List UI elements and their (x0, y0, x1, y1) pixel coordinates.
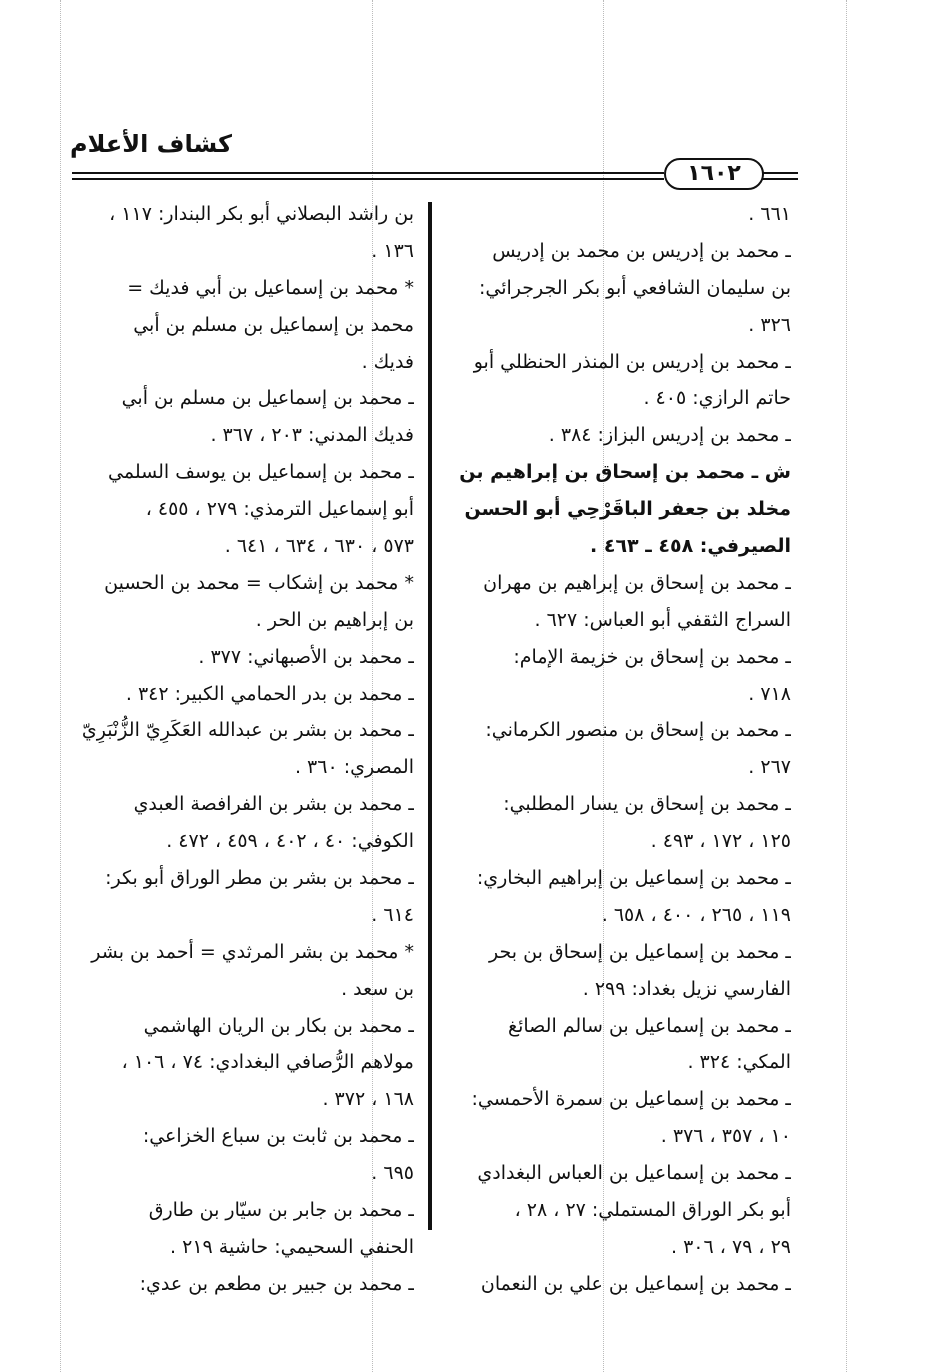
index-entry-line: ـ محمد بن بشر بن مطر الوراق أبو بكر: (105, 867, 414, 890)
index-column-left (72, 196, 414, 1303)
column-divider (428, 202, 432, 1230)
index-entry-line: ٦١٤ . (371, 903, 414, 926)
index-entry-line: ـ محمد بن إدريس البزاز: ٣٨٤ . (548, 424, 791, 447)
index-entry-line: ٦٩٥ . (371, 1162, 414, 1185)
page-number-badge: ١٦٠٢ (664, 158, 764, 190)
index-entry-line: * محمد بن إسماعيل بن أبي فديك = (127, 276, 414, 299)
index-entry-line: الصيرفي: ٤٥٨ ـ ٤٦٣ . (590, 535, 791, 558)
index-entry-line: ـ محمد بن إسماعيل بن مسلم بن أبي (121, 387, 414, 410)
index-entry-line: فديك . (361, 350, 414, 373)
index-entry-line: ١٢٥ ، ١٧٢ ، ٤٩٣ . (650, 830, 791, 853)
index-entry-line: فديك المدني: ٢٠٣ ، ٣٦٧ . (210, 424, 414, 447)
index-entry-line: ٢٦٧ . (748, 756, 791, 779)
header-rule-left-top (72, 172, 664, 174)
index-entry-line: بن إبراهيم بن الحر . (255, 608, 414, 631)
index-entry-line: محمد بن إسماعيل بن مسلم بن أبي (133, 313, 414, 336)
header-rule-right-bottom (762, 178, 798, 180)
index-entry-line: ٧١٨ . (748, 682, 791, 705)
index-entry-line: الكوفي: ٤٠ ، ٤٠٢ ، ٤٥٩ ، ٤٧٢ . (166, 830, 414, 853)
index-entry-line: ـ محمد بن الأصبهاني: ٣٧٧ . (198, 645, 414, 668)
index-entry-line: * محمد بن إشكاب = محمد بن الحسين (104, 571, 414, 594)
index-entry-line: ـ محمد بن إسماعيل بن علي بن النعمان (480, 1272, 791, 1295)
index-entry-line: ـ محمد بن ثابت بن سباع الخزاعي: (142, 1125, 414, 1148)
index-entry-line: ـ محمد بن جبير بن مطعم بن عدي: (139, 1272, 414, 1295)
index-entry-line: ٢٩ ، ٧٩ ، ٣٠٦ . (671, 1235, 791, 1258)
index-entry-line: ـ محمد بن إسماعيل بن العباس البغدادي (477, 1162, 791, 1185)
running-header-title: كشاف الأعلام (70, 130, 232, 158)
index-entry-line: ـ محمد بن بكار بن الريان الهاشمي (143, 1014, 414, 1037)
index-entry-line: ـ محمد بن بشر بن الفرافصة العبدي (133, 793, 414, 816)
scan-guide-line (60, 0, 61, 1372)
index-entry-line: ـ محمد بن إسماعيل بن سالم الصائغ (507, 1014, 791, 1037)
index-entry-line: ٣٢٦ . (748, 313, 791, 336)
index-entry-line: ـ محمد بن إسحاق بن يسار المطلبي: (503, 793, 791, 816)
index-entry-line: ش ـ محمد بن إسحاق بن إبراهيم بن (459, 461, 791, 484)
index-entry-line: ـ محمد بن إسماعيل بن إسحاق بن بحر (489, 940, 791, 963)
index-entry-line: ١٣٦ . (371, 239, 414, 262)
index-entry-line: ١٦٨ ، ٣٧٢ . (322, 1088, 414, 1111)
index-entry-line: ـ محمد بن إسماعيل بن إبراهيم البخاري: (476, 867, 791, 890)
index-entry-line: ـ محمد بن إسحاق بن منصور الكرماني: (485, 719, 791, 742)
index-entry-line: ـ محمد بن جابر بن سيّار بن طارق (148, 1199, 414, 1222)
index-entry-line: أبو إسماعيل الترمذي: ٢٧٩ ، ٤٥٥ ، (145, 498, 414, 521)
index-entry-line: ـ محمد بن بشر بن عبدالله العَكَرِيّ الزُّنْبَرِيّ (81, 719, 414, 742)
index-entry-line: المصري: ٣٦٠ . (294, 756, 414, 779)
index-entry-line: ـ محمد بن بدر الحمامي الكبير: ٣٤٢ . (125, 682, 414, 705)
index-entry-line: مخلد بن جعفر الباقَرْحِي أبو الحسن (464, 498, 791, 521)
index-entry-line: ١٠ ، ٣٥٧ ، ٣٧٦ . (660, 1125, 791, 1148)
index-entry-line: مولاهم الرُّصافي البغدادي: ٧٤ ، ١٠٦ ، (121, 1051, 414, 1074)
index-entry-line: بن راشد البصلاني أبو بكر البندار: ١١٧ ، (109, 203, 414, 225)
index-entry-line: ـ محمد بن إسماعيل بن يوسف السلمي (108, 461, 414, 484)
index-entry-line: ـ محمد بن إدريس بن المنذر الحنظلي أبو (473, 350, 791, 373)
index-entry-line: ـ محمد بن إسماعيل بن سمرة الأحمسي: (471, 1088, 791, 1111)
scan-guide-line (846, 0, 847, 1372)
header-rule-left-bottom (72, 178, 664, 180)
index-entry-line: السراج الثقفي أبو العباس: ٦٢٧ . (534, 608, 791, 631)
index-entry-line: ـ محمد بن إدريس بن محمد بن إدريس (492, 239, 791, 262)
index-entry-line: ـ محمد بن إسحاق بن خزيمة الإمام: (513, 645, 791, 668)
index-entry-line: ـ محمد بن إسحاق بن إبراهيم بن مهران (483, 571, 791, 594)
index-entry-line: ٥٧٣ ، ٦٣٠ ، ٦٣٤ ، ٦٤١ . (224, 535, 414, 558)
index-entry-line: حاتم الرازي: ٤٠٥ . (643, 387, 791, 410)
index-entry-line: بن سعد . (341, 977, 414, 1000)
index-entry-line: الفارسي نزيل بغداد: ٢٩٩ . (582, 977, 791, 1000)
index-entry-line: بن سليمان الشافعي أبو بكر الجرجرائي: (478, 276, 791, 299)
index-entry-line: أبو بكر الوراق المستملي: ٢٧ ، ٢٨ ، (514, 1199, 791, 1222)
index-entry-line: الحنفي السحيمي: حاشية ٢١٩ . (170, 1235, 414, 1258)
index-entry-line: المكي: ٣٢٤ . (687, 1051, 791, 1074)
index-entry-line: * محمد بن بشر المرثدي = أحمد بن بشر (91, 940, 414, 963)
index-entry-line: ٦٦١ . (748, 203, 791, 225)
header-rule-right-top (762, 172, 798, 174)
index-column-right (446, 196, 791, 1303)
index-entry-line: ١١٩ ، ٢٦٥ ، ٤٠٠ ، ٦٥٨ . (601, 903, 791, 926)
